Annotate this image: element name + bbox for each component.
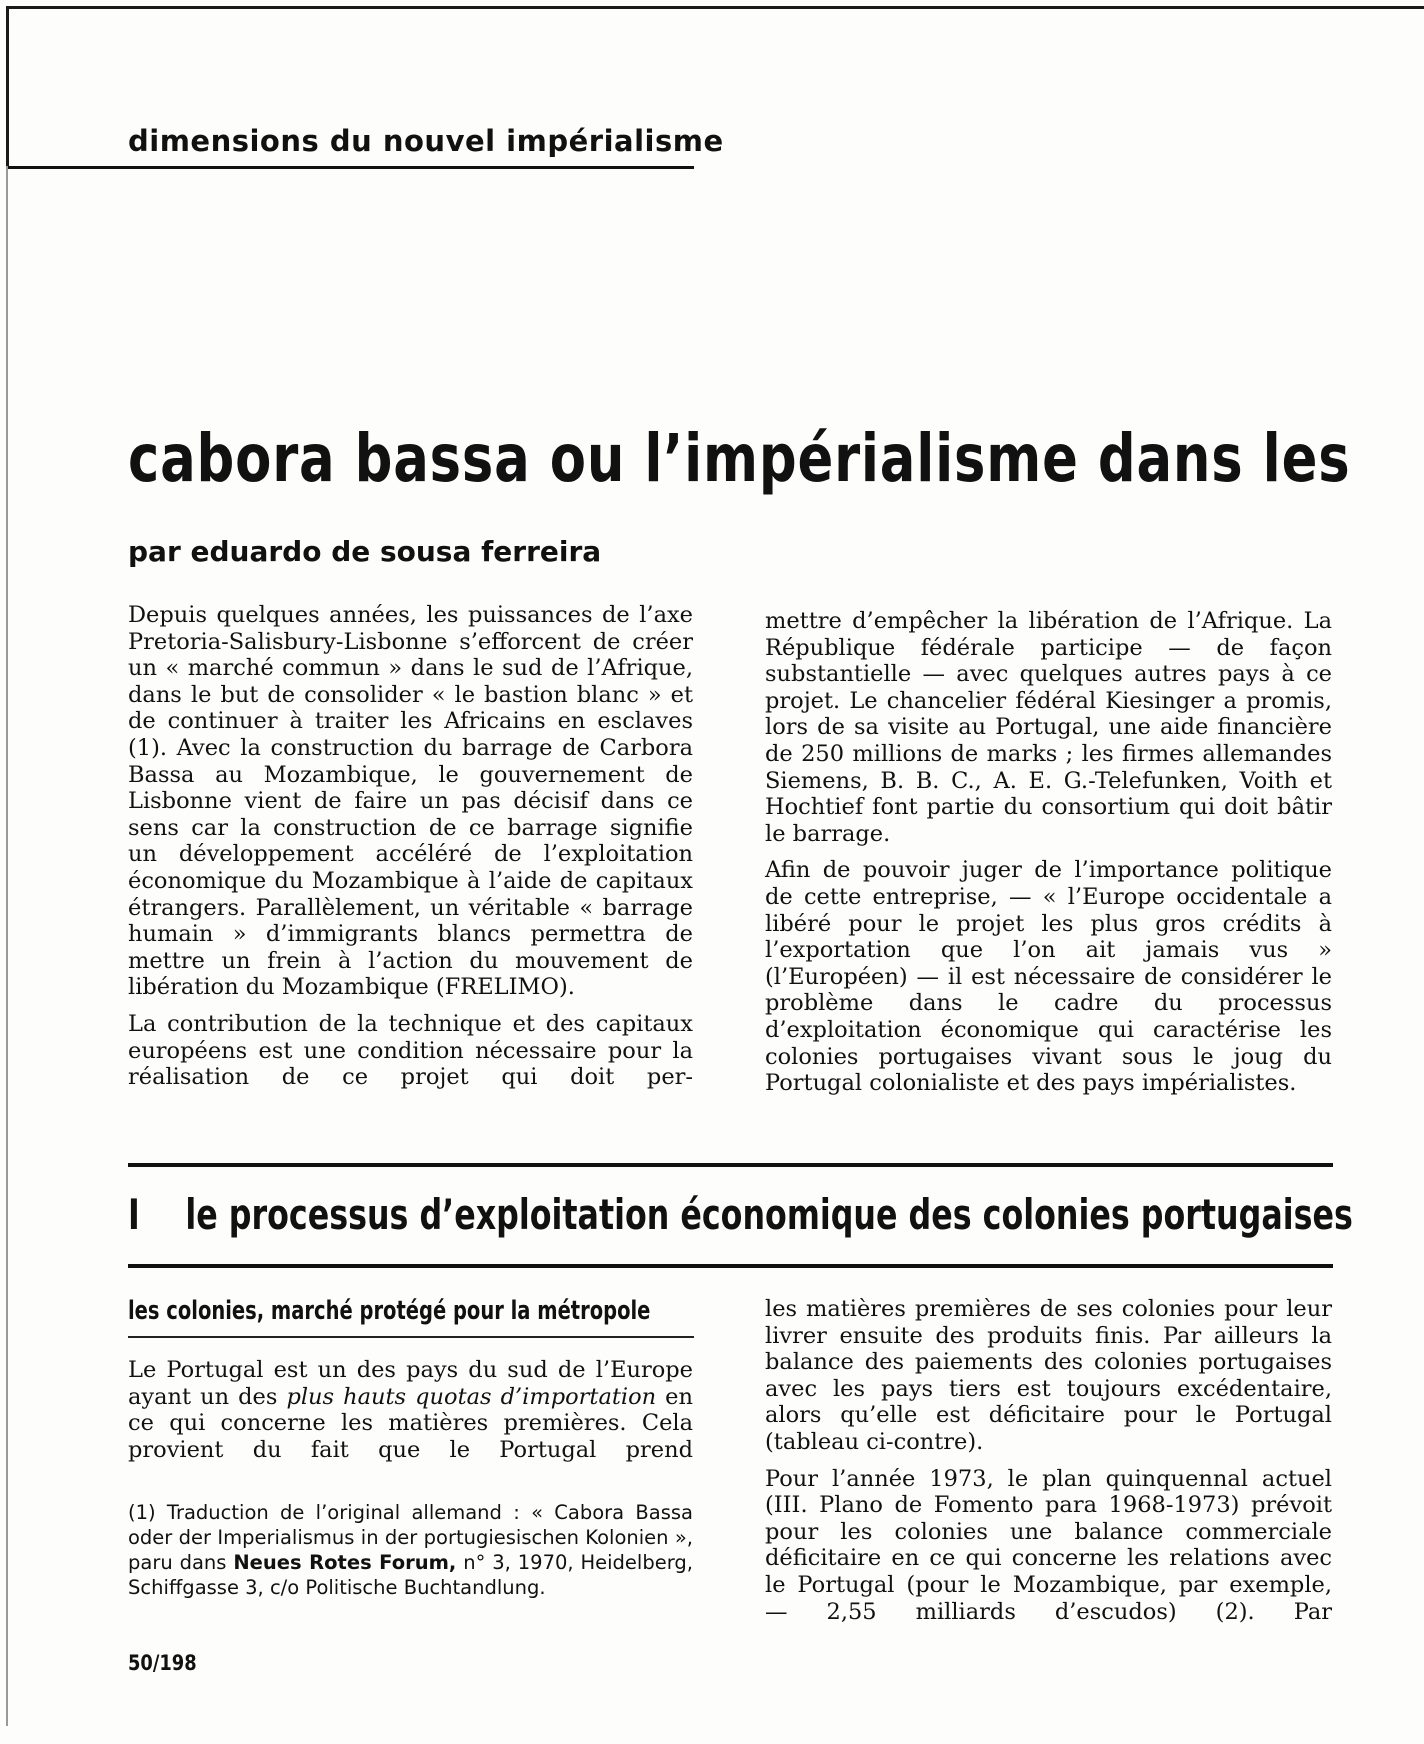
kicker-underline	[8, 166, 694, 169]
section-title: le processus d’exploitation économique des colonies portugaises	[185, 1190, 1353, 1239]
paragraph-text: Le Portugal est un des pays du sud de l’Europe ayant un des	[128, 1357, 693, 1410]
paragraph: les matières premières de ses colonies pour leur livrer ensuite des produits finis. Par ailleurs la balance des paiements des colonies portugaises avec les pays tiers est toujours excédentaire, alors qu’elle est déficitaire pour le Portugal (tableau ci-contre).	[765, 1296, 1332, 1455]
page-edge-left	[6, 166, 8, 1726]
footnote-text: (1) Traduction de l’original allemand : « Cabora Bassa oder der Imperialismus in der portugiesischen Kolonien », paru dans	[128, 1501, 693, 1574]
section-column-left	[128, 1357, 693, 1473]
section-kicker: dimensions du nouvel impérialisme	[128, 124, 724, 158]
section-rule-bottom	[128, 1264, 1333, 1268]
page-frame-left	[6, 6, 9, 166]
paragraph	[128, 1357, 693, 1463]
paragraph: Depuis quelques années, les puissances de l’axe Pretoria-Salisbury-Lisbonne s’efforcent de créer un « marché commun » dans le sud de l’Afrique, dans le but de consolider « le bastion blanc » et de continuer à traiter les Africains en esclaves (1). Avec la construction du barrage de Carbora Bassa au Mozambique, le gouvernement de Lisbonne vient de faire un pas décisif dans ce sens car la construction de ce barrage signifie un développement accéléré de l’exploitation économique du Mozambique à l’aide de capitaux étrangers. Parallèlement, un véritable « barrage humain » d’immigrants blancs permettra de mettre un frein à l’action du mouvement de libération du Mozambique (FRELIMO).	[128, 602, 693, 1001]
footnote	[128, 1500, 693, 1600]
section-rule-top	[128, 1163, 1333, 1167]
section-number: I	[128, 1190, 140, 1239]
intro-column-left	[128, 602, 693, 1101]
page-frame-top	[6, 6, 1424, 9]
emphasis-text: plus hauts quotas d’importation	[286, 1383, 657, 1410]
paragraph-text: en ce qui concerne les matières premières. Cela provient du fait que le Portugal prend	[128, 1383, 693, 1463]
article-headline: cabora bassa ou l’impérialisme dans les	[128, 420, 1351, 497]
paragraph: mettre d’empêcher la libération de l’Afrique. La République fédérale participe — de façon substantielle — avec quelques autres pays à ce projet. Le chancelier fédéral Kiesinger a promis, lors de sa visite au Portugal, une aide financière de 250 millions de marks ; les firmes allemandes Siemens, B. B. C., A. E. G.-Telefunken, Voith et Hochtief font partie du consortium qui doit bâtir le barrage.	[765, 608, 1332, 847]
section-column-right	[765, 1296, 1332, 1635]
subsection-underline	[128, 1336, 694, 1338]
intro-column-right	[765, 608, 1332, 1107]
paragraph: La contribution de la technique et des capitaux européens est une condition nécessaire pour la réalisation de ce projet qui doit per-	[128, 1010, 693, 1091]
footnote-text: n° 3, 1970, Heidelberg, Schiffgasse 3, c/o Politische Buchtandlung.	[128, 1551, 693, 1599]
paragraph: Afin de pouvoir juger de l’importance politique de cette entreprise, — « l’Europe occidentale a libéré pour le projet les plus gros crédits à l’exportation que l’on ait jamais vus » (l’Européen) — il est nécessaire de considérer le problème dans le cadre du processus d’exploitation économique qui caractérise les colonies portugaises vivant sous le joug du Portugal colonialiste et des pays impérialistes.	[765, 857, 1332, 1097]
footnote-journal: Neues Rotes Forum,	[233, 1551, 457, 1574]
subsection-heading: les colonies, marché protégé pour la métropole	[128, 1296, 651, 1326]
page-number: 50/198	[128, 1651, 197, 1675]
section-heading	[128, 1190, 1353, 1239]
paragraph: Pour l’année 1973, le plan quinquennal actuel (III. Plano de Fomento para 1968-1973) prévoit pour les colonies une balance commerciale déficitaire en ce qui concerne les relations avec le Portugal (pour le Mozambique, par exemple, — 2,55 milliards d’escudos) (2). Par	[765, 1465, 1332, 1625]
article-byline: par eduardo de sousa ferreira	[128, 535, 602, 568]
